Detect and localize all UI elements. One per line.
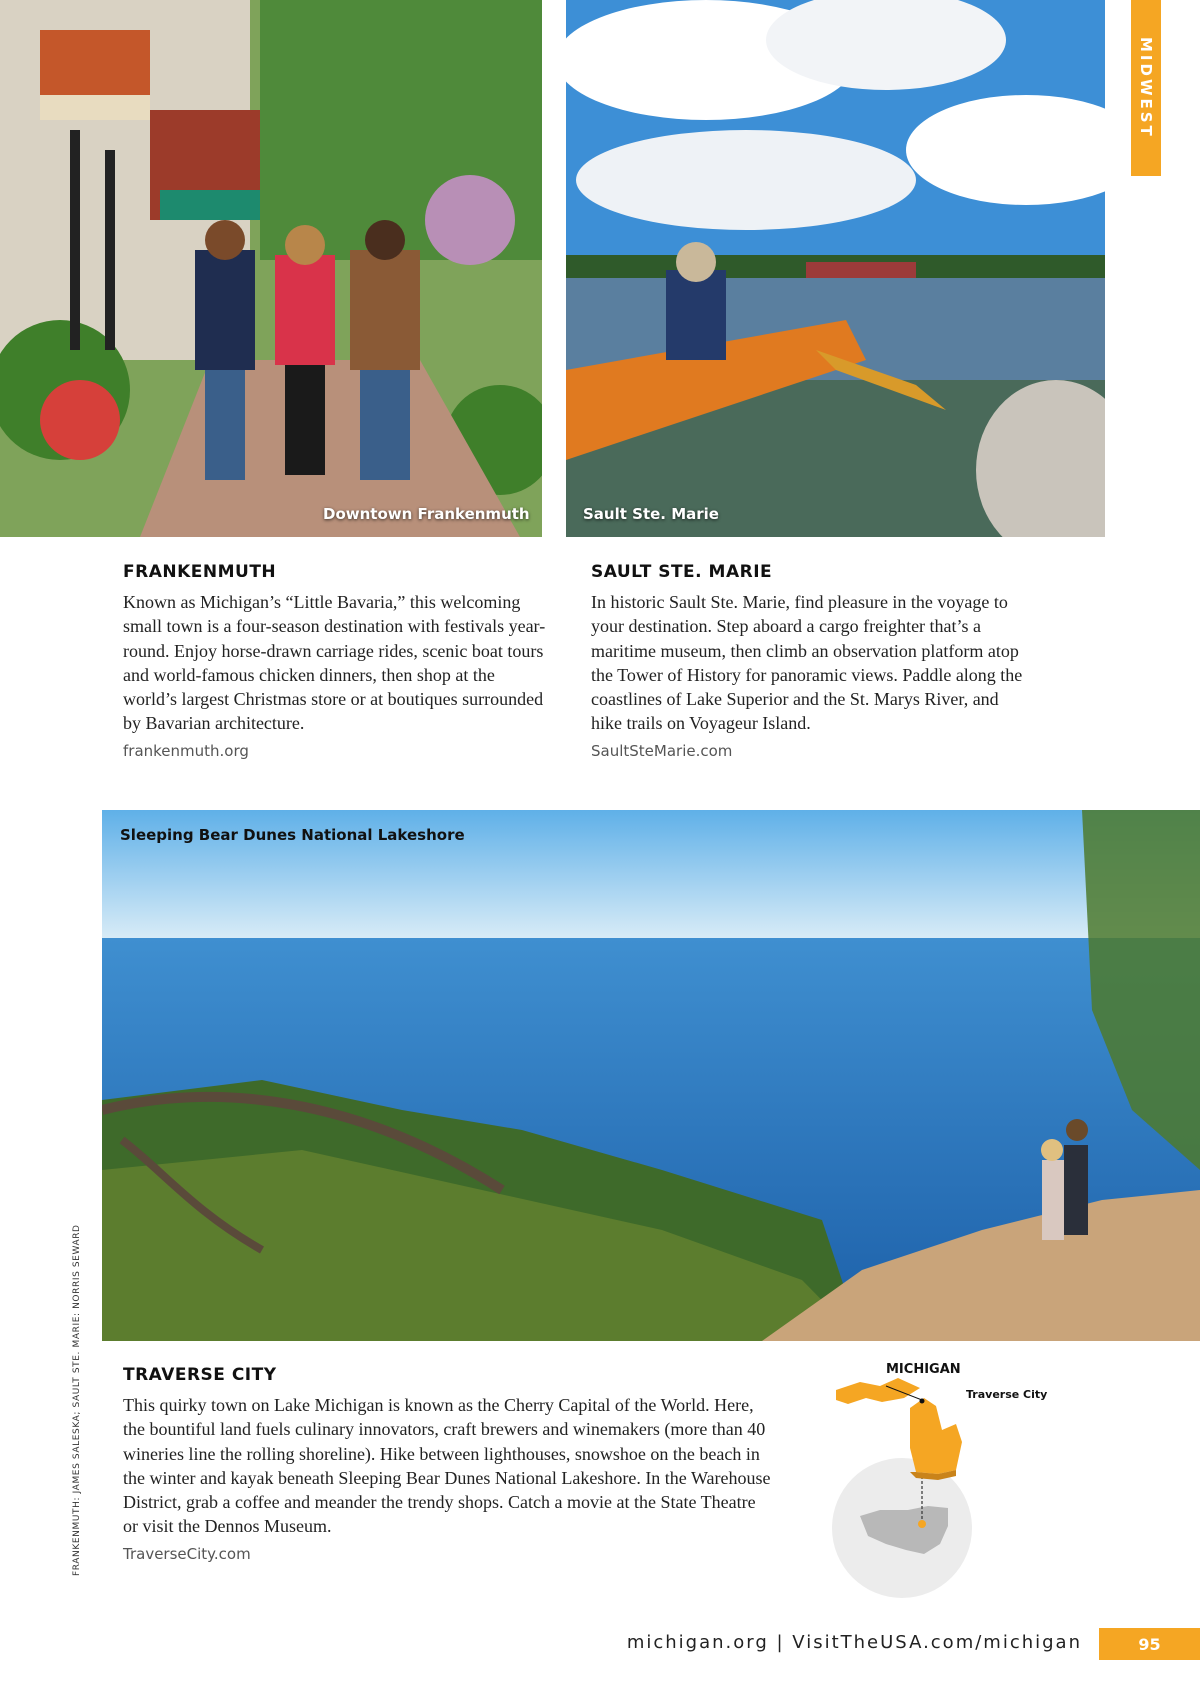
sault-ste-marie-caption: Sault Ste. Marie [583, 505, 719, 523]
frankenmuth-body: Known as Michigan’s “Little Bavaria,” this welcoming small town is a four-season destination with festivals year-round. Enjoy horse-drawn carriage rides, scenic boat tours and world-famous chicken dinners, then shop at the world’s largest Christmas store or at boutiques surrounded by Bavarian architecture. [123, 592, 546, 734]
frankenmuth-photo [0, 0, 542, 537]
page-number: 95 [1099, 1628, 1200, 1660]
traverse-city-link[interactable]: TraverseCity.com [123, 1544, 251, 1563]
section-tab [1131, 0, 1161, 176]
traverse-city-article [123, 1365, 773, 1563]
frankenmuth-article [123, 562, 553, 760]
sault-ste-marie-photo [566, 0, 1105, 537]
map-city-label: Traverse City [966, 1388, 1048, 1401]
footer-urls[interactable]: michigan.org | VisitTheUSA.com/michigan [626, 1632, 1082, 1653]
section-tab-label: MIDWEST [1137, 37, 1155, 139]
sault-ste-marie-article [591, 562, 1023, 760]
frankenmuth-link[interactable]: frankenmuth.org [123, 741, 249, 760]
photo-credit: FRANKENMUTH: JAMES SALESKA; SAULT STE. MARIE: NORRIS SEWARD [72, 1224, 82, 1576]
michigan-locator-map [820, 1358, 1080, 1598]
map-title: MICHIGAN [886, 1362, 961, 1377]
sault-ste-marie-body: In historic Sault Ste. Marie, find pleasure in the voyage to your destination. Step aboard a cargo freighter that’s a maritime museum, then climb an observation platform atop the Tower of History for panoramic views. Paddle along the coastlines of Lake Superior and the St. Marys River, and hike trails on Voyageur Island. [591, 592, 1023, 734]
sleeping-bear-dunes-photo [102, 810, 1200, 1341]
frankenmuth-title: FRANKENMUTH [123, 562, 277, 582]
traverse-city-title: TRAVERSE CITY [123, 1365, 277, 1385]
sault-ste-marie-link[interactable]: SaultSteMarie.com [591, 741, 733, 760]
sleeping-bear-dunes-caption: Sleeping Bear Dunes National Lakeshore [120, 826, 465, 844]
traverse-city-body: This quirky town on Lake Michigan is known as the Cherry Capital of the World. Here, the bountiful land fuels culinary innovators, craft brewers and winemakers (more than 40 wineries line the rolling shoreline). Hike between lighthouses, snowshoe on the beach in the winter and kayak beneath Sleeping Bear Dunes National Lakeshore. In the Warehouse District, grab a coffee and meander the trendy shops. Catch a movie at the State Theatre or visit the Dennos Museum. [123, 1395, 771, 1537]
frankenmuth-caption: Downtown Frankenmuth [323, 505, 530, 523]
sault-ste-marie-title: SAULT STE. MARIE [591, 562, 773, 582]
